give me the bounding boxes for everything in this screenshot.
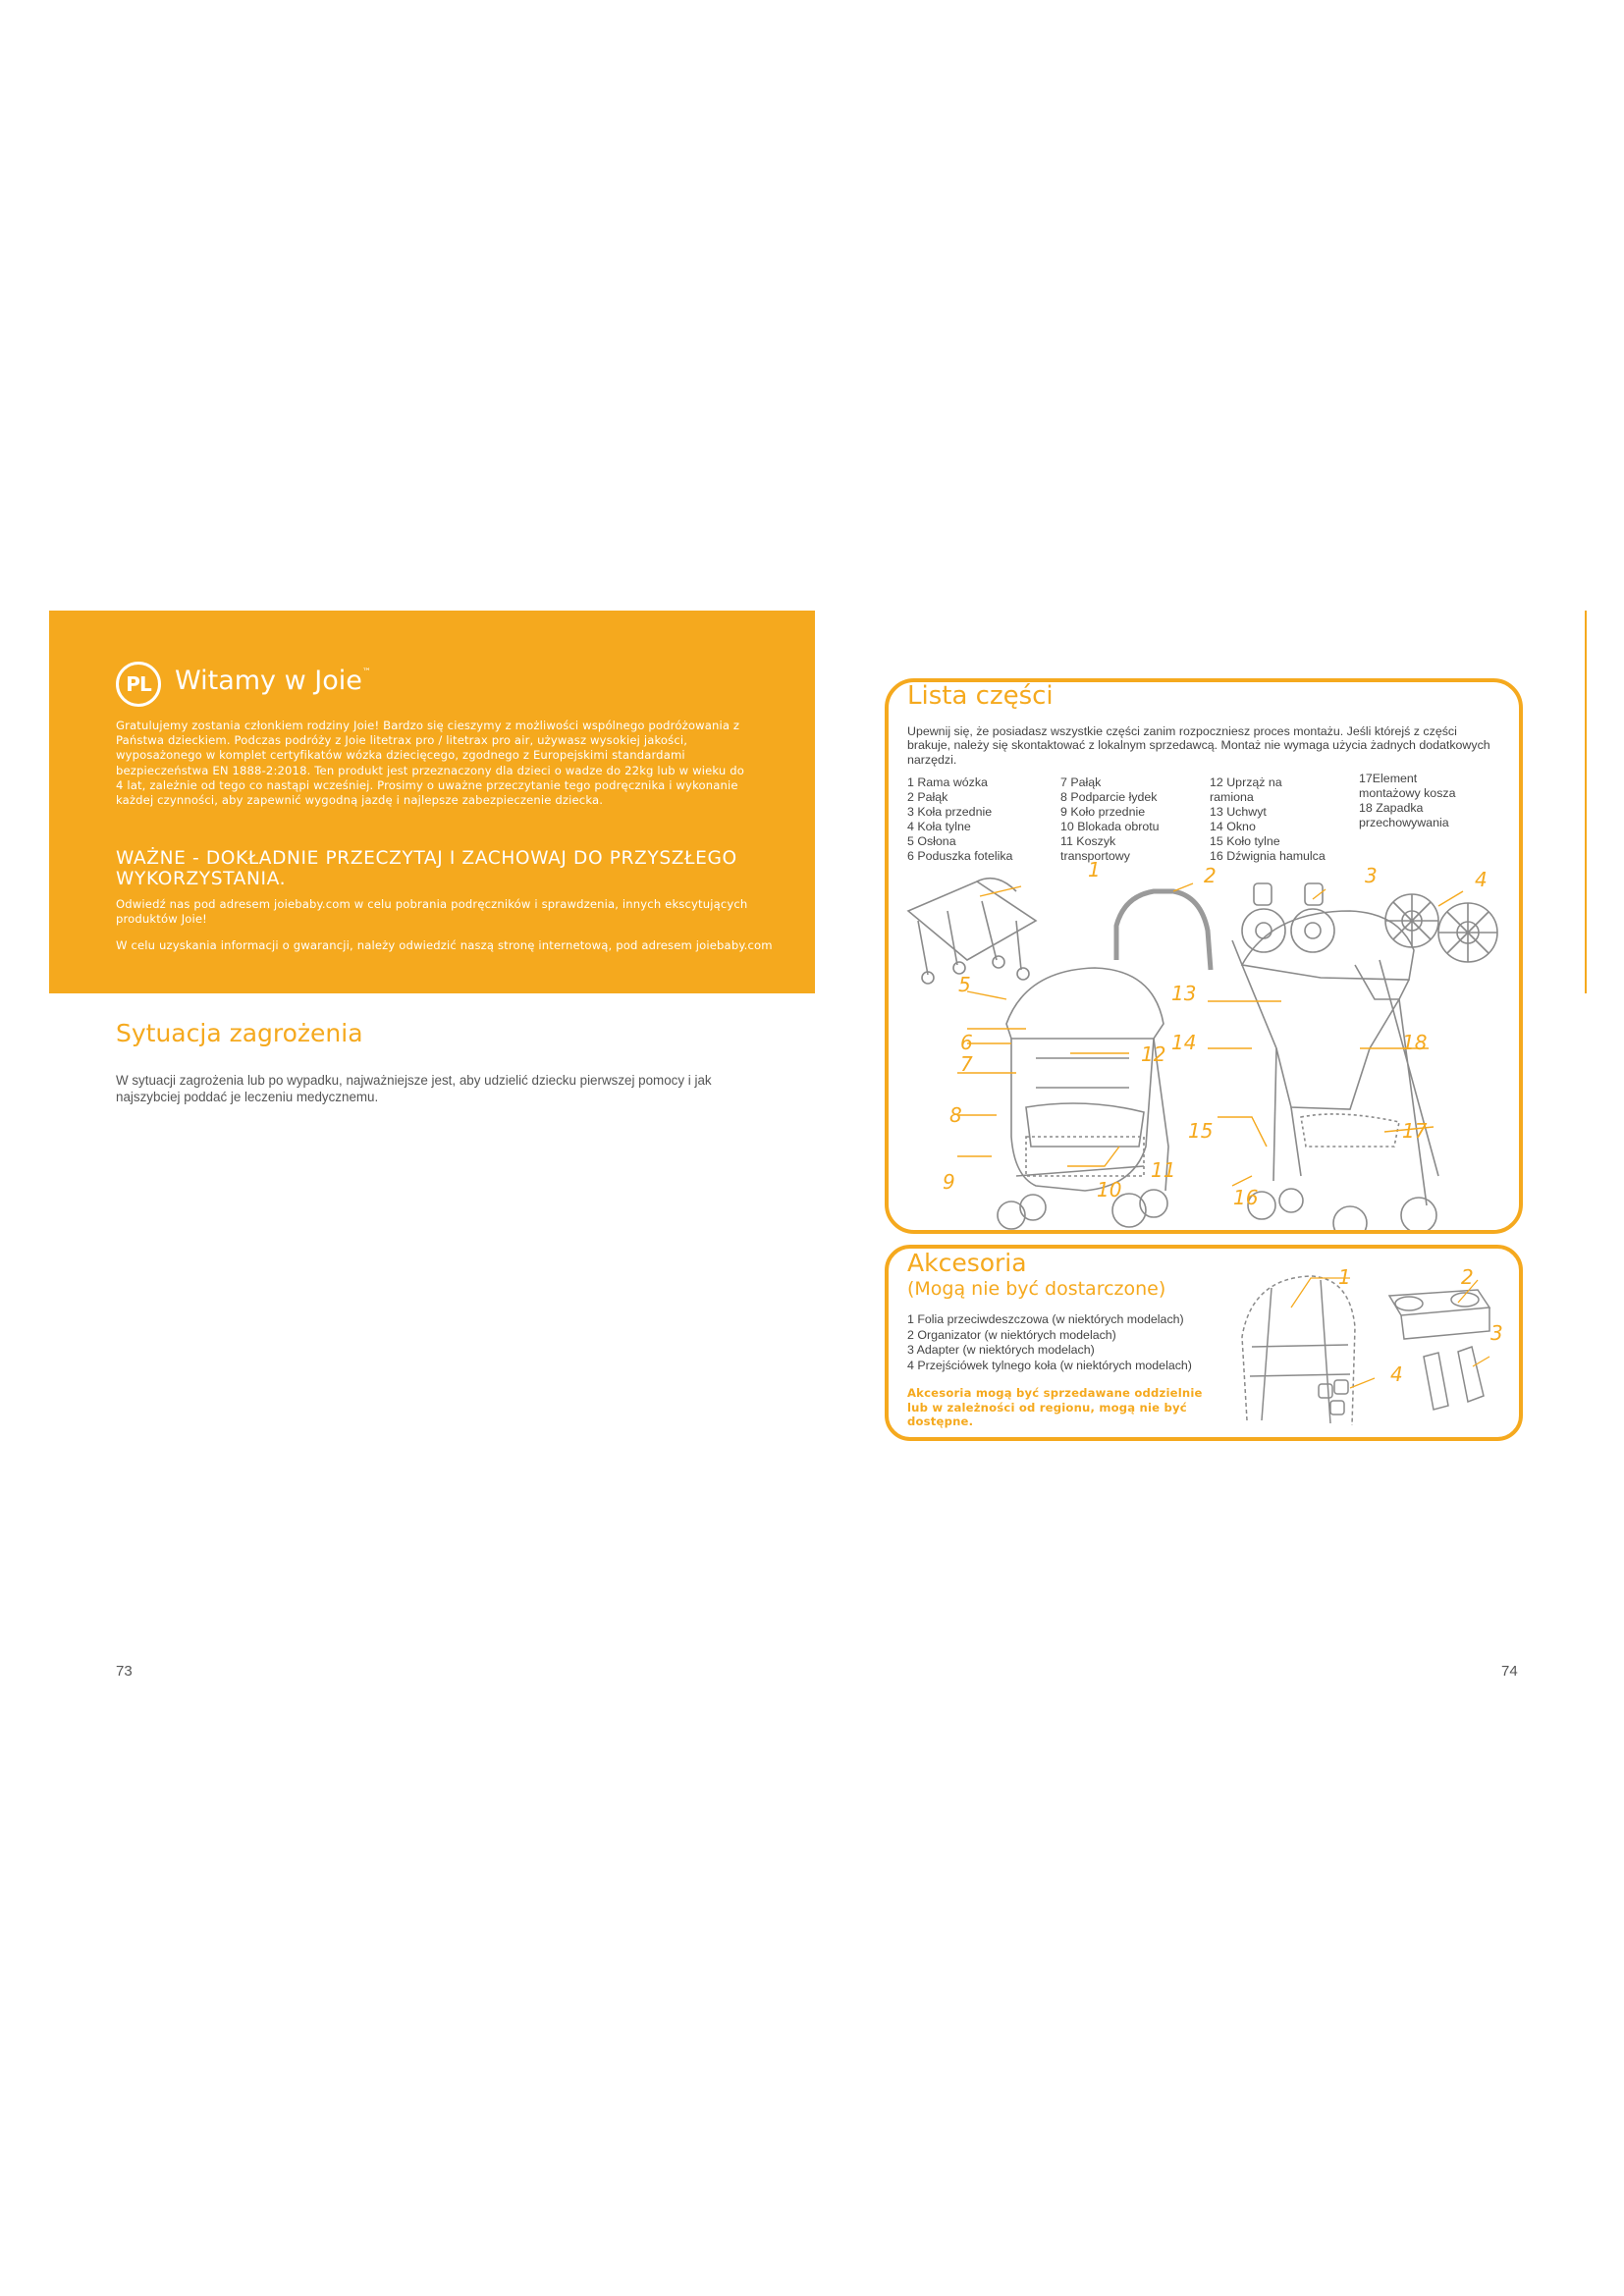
part-item: 9 Koło przednie [1060, 805, 1146, 819]
wheel-adapter-drawing [1319, 1380, 1348, 1415]
accessory-callout-2: 2 [1461, 1265, 1474, 1289]
part-item: 16 Dźwignia hamulca [1210, 849, 1326, 863]
part-item: 12 Uprząż na [1210, 775, 1282, 789]
parts-list-intro: Upewnij się, że posiadasz wszystkie części zanim rozpoczniesz proces montażu. Jeśli którejś z części brakuje, należy się skontaktować z lokalnym sprzedawcą. Montaż nie wymaga użycia żadnych dodatkowych narzędzi. [907, 724, 1490, 767]
warranty-info: W celu uzyskania informacji o gwarancji, należy odwiedzić naszą stronę internetową, pod adresem joiebaby.com [116, 938, 773, 952]
emergency-title: Sytuacja zagrożenia [116, 1019, 363, 1047]
parts-column-3 [1210, 775, 1326, 864]
callout-15: 15 [1188, 1119, 1214, 1143]
part-item: 17Element [1359, 772, 1418, 785]
page-number-right: 74 [1501, 1663, 1518, 1680]
part-item: 3 Koła przednie [907, 805, 993, 819]
welcome-intro: Gratulujemy zostania członkiem rodziny Joie! Bardzo się cieszymy z możliwości wspólnego podróżowania z Państwa dzieckiem. Podczas podróży z Joie litetrax pro / litetrax pro air, używasz wysokiej jakości, wyposażonego w komplet certyfikatów wózka dziecięcego, zgodnego z Europejskimi standardami bezpieczeństwa EN 1888-2:2018. Ten produkt jest przeznaczony dla dzieci o wadze do 22kg lub w wieku do 4 lat, zależnie od tego co nastąpi wcześniej. Prosimy o uważne przeczytanie tego podręcznika i wykonanie każdej czynności, aby zapewnić wygodną jazdę i najlepsze zabezpieczenie dziecka. [116, 719, 744, 808]
part-item: 4 Koła tylne [907, 820, 971, 833]
callout-13: 13 [1171, 982, 1197, 1005]
callout-10: 10 [1097, 1178, 1122, 1201]
accessories-title: Akcesoria [907, 1249, 1027, 1277]
accessories-illustration [1232, 1258, 1517, 1435]
bumper-bar-drawing [1116, 891, 1211, 970]
part-item: montażowy kosza [1359, 786, 1456, 800]
emergency-text: W sytuacji zagrożenia lub po wypadku, najważniejsze jest, aby udzielić dziecku pierwszej pomocy i jak najszybciej poddać je leczeniu medycznemu. [116, 1073, 712, 1104]
callout-11: 11 [1151, 1158, 1176, 1182]
part-item: 8 Podparcie łydek [1060, 790, 1158, 804]
callout-17: 17 [1402, 1119, 1428, 1143]
language-badge: PL [116, 662, 161, 707]
accessory-callout-1: 1 [1338, 1265, 1351, 1289]
part-item: 13 Uchwyt [1210, 805, 1267, 819]
accessory-item: 1 Folia przeciwdeszczowa (w niektórych modelach) [907, 1312, 1184, 1326]
part-item: transportowy [1060, 849, 1130, 863]
important-warning: WAŻNE - DOKŁADNIE PRZECZYTAJ I ZACHOWAJ DO PRZYSZŁEGO WYKORZYSTANIA. [116, 848, 737, 889]
website-info: Odwiedź nas pod adresem joiebaby.com w celu pobrania podręczników i sprawdzenia, innych ekscytujących produktów Joie! [116, 897, 748, 927]
part-item: ramiona [1210, 790, 1254, 804]
organizer-drawing [1389, 1290, 1489, 1339]
part-item: 15 Koło tylne [1210, 834, 1280, 848]
part-item: 14 Okno [1210, 820, 1256, 833]
callout-2: 2 [1204, 864, 1217, 887]
accessories-subtitle: (Mogą nie być dostarczone) [907, 1278, 1166, 1300]
accessory-callout-3: 3 [1490, 1321, 1503, 1345]
adapter-drawing [1424, 1347, 1484, 1410]
accessory-item: 4 Przejściówek tylnego koła (w niektórych modelach) [907, 1358, 1192, 1372]
callout-18: 18 [1402, 1031, 1428, 1054]
accessory-item: 2 Organizator (w niektórych modelach) [907, 1327, 1116, 1342]
parts-column-2 [1060, 775, 1160, 864]
callout-16: 16 [1233, 1186, 1259, 1209]
callout-6: 6 [960, 1031, 973, 1054]
accessories-note: Akcesoria mogą być sprzedawane oddzielnie lub w zależności od regionu, mogą nie być dostępne. [907, 1386, 1203, 1428]
accessory-item: 3 Adapter (w niektórych modelach) [907, 1343, 1095, 1357]
part-item: 2 Pałąk [907, 790, 948, 804]
callout-7: 7 [960, 1052, 973, 1076]
callout-12: 12 [1141, 1042, 1166, 1066]
callout-9: 9 [943, 1170, 955, 1194]
callout-5: 5 [958, 973, 971, 996]
part-item: 1 Rama wózka [907, 775, 988, 789]
accessories-list [907, 1312, 1192, 1373]
page-edge-marker [1585, 611, 1587, 993]
part-item: 5 Osłona [907, 834, 956, 848]
callout-3: 3 [1365, 864, 1378, 887]
parts-column-1 [907, 775, 1012, 864]
callout-14: 14 [1171, 1031, 1197, 1054]
stroller-side-drawing [1232, 911, 1438, 1230]
part-item: 10 Blokada obrotu [1060, 820, 1160, 833]
parts-list-title: Lista części [907, 681, 1054, 711]
welcome-panel [49, 611, 815, 993]
parts-column-4 [1359, 772, 1455, 830]
part-item: 18 Zapadka [1359, 801, 1424, 815]
part-item: 6 Poduszka fotelika [907, 849, 1013, 863]
callout-8: 8 [949, 1103, 962, 1127]
part-item: 7 Pałąk [1060, 775, 1102, 789]
part-item: 11 Koszyk [1060, 834, 1116, 848]
stroller-front-drawing [998, 968, 1168, 1229]
accessory-callout-4: 4 [1390, 1362, 1403, 1386]
page-number-left: 73 [116, 1663, 133, 1680]
trademark-symbol: ™ [361, 667, 371, 677]
rain-cover-drawing [1242, 1276, 1355, 1425]
callout-4: 4 [1475, 868, 1488, 891]
welcome-title: Witamy w Joie™ [175, 666, 371, 696]
part-item: przechowywania [1359, 816, 1449, 829]
callout-1: 1 [1088, 858, 1101, 881]
folded-frame-drawing [908, 879, 1036, 984]
